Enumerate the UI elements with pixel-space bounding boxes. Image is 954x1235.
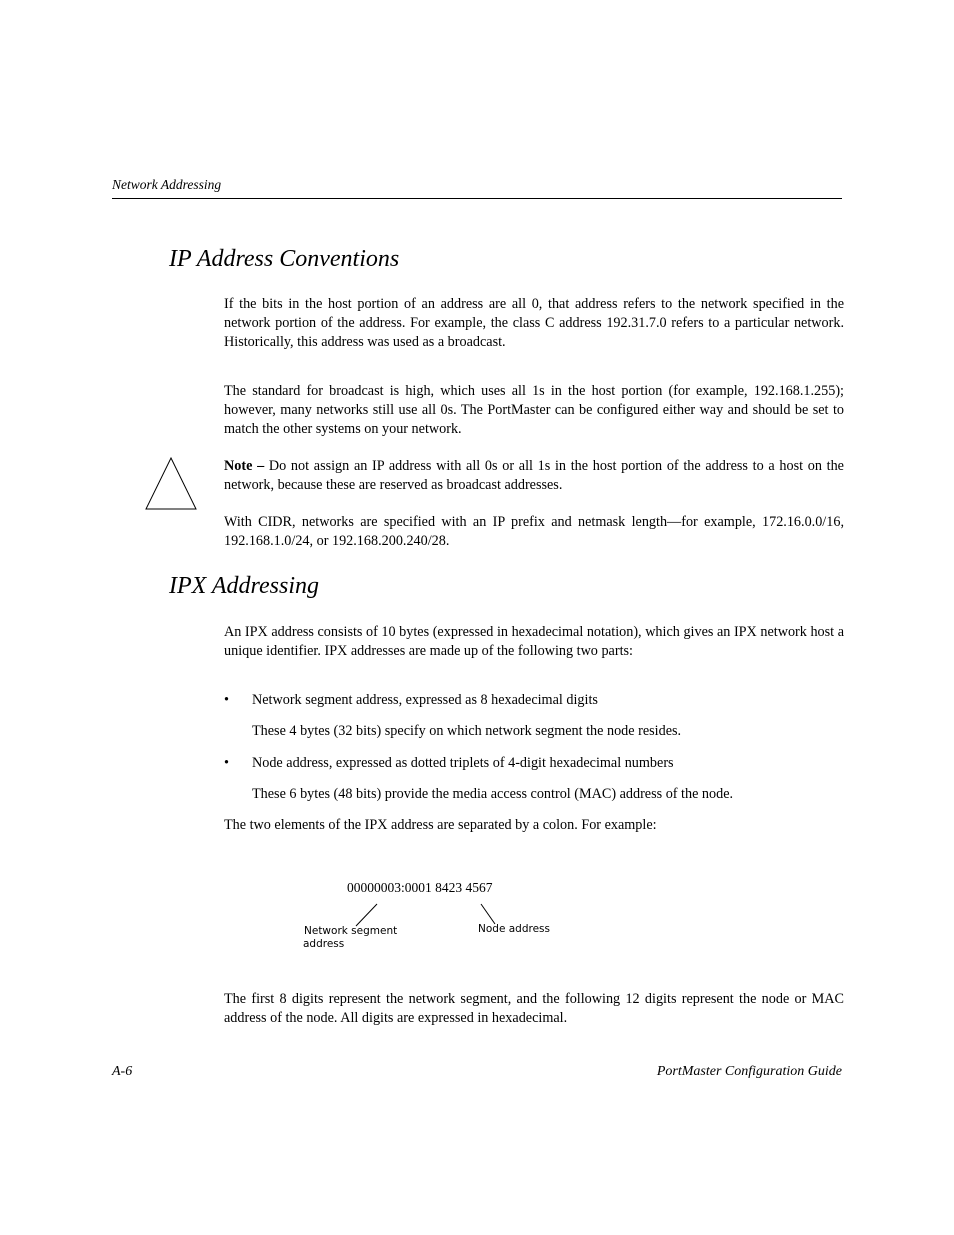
- section-heading-ipx: IPX Addressing: [169, 573, 319, 599]
- ip-paragraph-2: The standard for broadcast is high, which uses all 1s in the host portion (for example, 192.168.1.255); however, many networks still use all 0s. The PortMaster can be configured either way and should be set to match the other systems on your network.: [224, 383, 844, 437]
- callout-node-address: Node address: [478, 923, 550, 935]
- bullet-item-node-address: Node address, expressed as dotted triplets of 4-digit hexadecimal numbers: [252, 755, 674, 771]
- header-rule: [112, 198, 842, 199]
- callout-network-line2: address: [303, 937, 345, 950]
- network-callout-line: [356, 904, 377, 926]
- node-callout-line: [481, 904, 495, 924]
- callout-network-line1: Network segment: [304, 925, 398, 937]
- section-heading-ip: IP Address Conventions: [169, 246, 400, 272]
- caution-triangle-icon: [144, 457, 198, 511]
- note-text: Do not assign an IP address with all 0s or all 1s in the host portion of the address to a host on the network, because these are reserved as broadcast addresses.: [224, 458, 844, 493]
- ipx-example-address: 00000003:0001 8423 4567: [347, 880, 493, 895]
- ip-paragraph-3: With CIDR, networks are specified with an IP prefix and netmask length—for example, 172.16.0.0/16, 192.168.1.0/24, or 192.168.200.240/28.: [224, 514, 844, 549]
- note-paragraph: [224, 457, 844, 495]
- ipx-paragraph-1: An IPX address consists of 10 bytes (expressed in hexadecimal notation), which gives an IPX network host a unique identifier. IPX addresses are made up of the following two parts:: [224, 624, 844, 659]
- ipx-paragraph-2: The two elements of the IPX address are separated by a colon. For example:: [224, 817, 657, 833]
- bullet-detail-network-segment: These 4 bytes (32 bits) specify on which network segment the node resides.: [252, 723, 682, 739]
- ip-paragraph-1: If the bits in the host portion of an address are all 0, that address refers to the network specified in the network portion of the address. For example, the class C address 192.31.7.0 refers to a particular network. Historically, this address was used as a broadcast.: [224, 296, 844, 350]
- note-label: Note –: [224, 458, 265, 474]
- bullet-marker: •: [224, 692, 229, 708]
- ipx-paragraph-3: The first 8 digits represent the network segment, and the following 12 digits represent the node or MAC address of the node. All digits are expressed in hexadecimal.: [224, 991, 844, 1026]
- callout-network-segment: [304, 925, 397, 950]
- bullet-item-network-segment: Network segment address, expressed as 8 hexadecimal digits: [252, 692, 598, 708]
- book-title: PortMaster Configuration Guide: [656, 1064, 842, 1079]
- bullet-detail-node-address: These 6 bytes (48 bits) provide the media access control (MAC) address of the node.: [252, 786, 734, 802]
- running-header: Network Addressing: [112, 177, 222, 192]
- bullet-marker: •: [224, 755, 229, 771]
- page-number: A-6: [112, 1064, 133, 1079]
